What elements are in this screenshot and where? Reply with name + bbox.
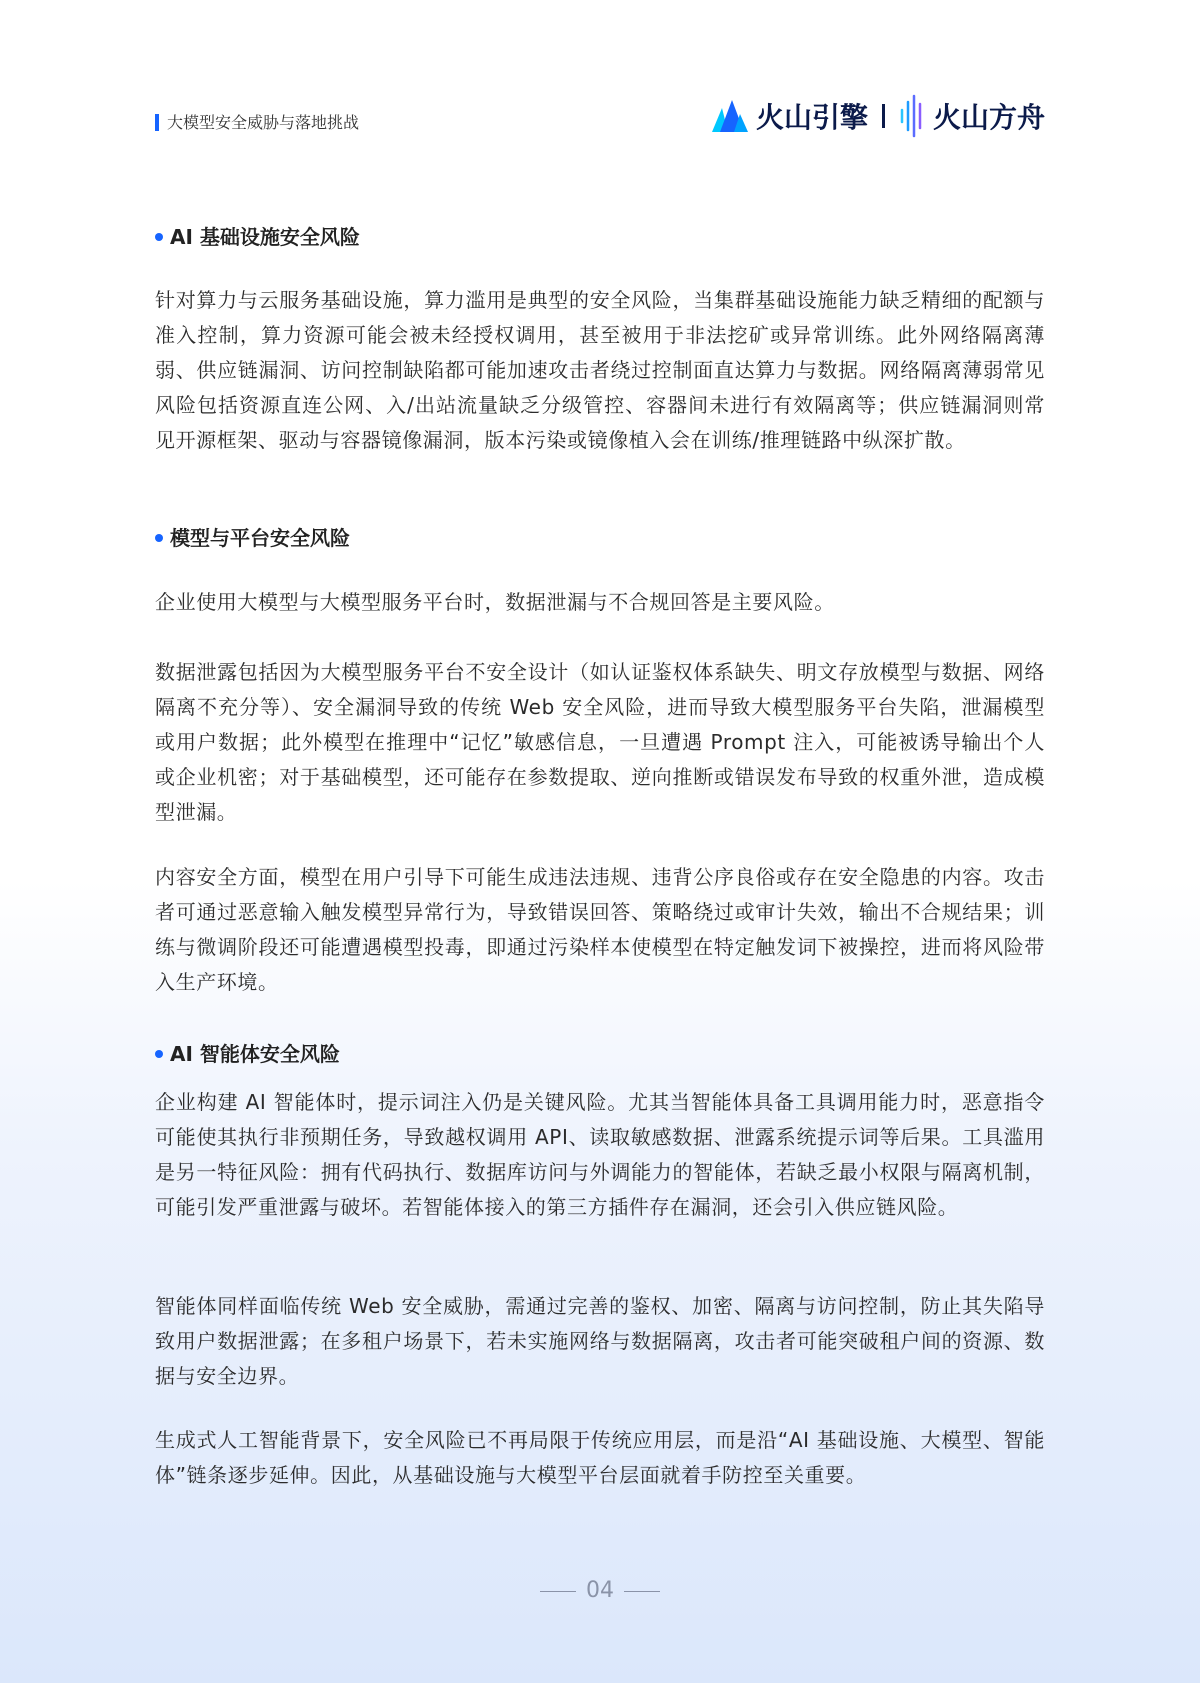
paragraph: 企业构建 AI 智能体时，提示词注入仍是关键风险。尤其当智能体具备工具调用能力时，恶意指令可能使其执行非预期任务，导致越权调用 API、读取敏感数据、泄露系统提示词等后果。工具滥用是另一特征风险：拥有代码执行、数据库访问与外调能力的智能体，若缺乏最小权限与隔离机制，可能引发严重泄露与破坏。若智能体接入的第三方插件存在漏洞，还会引入供应链风险。	[155, 1090, 1045, 1219]
paragraph: 智能体同样面临传统 Web 安全威胁，需通过完善的鉴权、加密、隔离与访问控制，防止其失陷导致用户数据泄露；在多租户场景下，若未实施网络与数据隔离，攻击者可能突破租户间的资源、数据与安全边界。	[155, 1294, 1045, 1388]
paragraph: 内容安全方面，模型在用户引导下可能生成违法违规、违背公序良俗或存在安全隐患的内容。攻击者可通过恶意输入触发模型异常行为，导致错误回答、策略绕过或审计失效，输出不合规结果；训练与微调阶段还可能遭遇模型投毒，即通过污染样本使模型在特定触发词下被操控，进而将风险带入生产环境。	[155, 865, 1045, 994]
heading-model-platform: 模型与平台安全风险	[155, 524, 350, 552]
paragraph: 针对算力与云服务基础设施，算力滥用是典型的安全风险，当集群基础设施能力缺乏精细的配额与准入控制，算力资源可能会被未经授权调用，甚至被用于非法挖矿或异常训练。此外网络隔离薄弱、供应链漏洞、访问控制缺陷都可能加速攻击者绕过控制面直达算力与数据。网络隔离薄弱常见风险包括资源直连公网、入/出站流量缺乏分级管控、容器间未进行有效隔离等；供应链漏洞则常见开源框架、驱动与容器镜像漏洞，版本污染或镜像植入会在训练/推理链路中纵深扩散。	[155, 288, 1045, 452]
paragraph: 数据泄露包括因为大模型服务平台不安全设计（如认证鉴权体系缺失、明文存放模型与数据、网络隔离不充分等）、安全漏洞导致的传统 Web 安全风险，进而导致大模型服务平台失陷，泄漏模型或用户数据；此外模型在推理中“记忆”敏感信息，一旦遭遇 Prompt 注入，可能被诱导输出个人或企业机密；对于基础模型，还可能存在参数提取、逆向推断或错误发布导致的权重外泄，造成模型泄漏。	[155, 660, 1045, 824]
heading-ai-infrastructure: AI 基础设施安全风险	[155, 223, 360, 251]
logo-ark: 火山方舟	[932, 101, 1045, 134]
heading-ai-agent: AI 智能体安全风险	[155, 1040, 340, 1068]
brand-logos	[712, 94, 1045, 138]
page-number-text: 04	[586, 1578, 614, 1603]
section-title: 大模型安全威胁与落地挑战	[155, 112, 359, 134]
volcengine-logo-icon	[712, 100, 748, 132]
paragraph: 企业使用大模型与大模型服务平台时，数据泄漏与不合规回答是主要风险。	[155, 590, 835, 614]
logo-volcengine: 火山引擎	[755, 101, 868, 134]
page-number	[0, 1578, 1200, 1603]
logo-divider	[882, 104, 885, 128]
paragraph: 生成式人工智能背景下，安全风险已不再局限于传统应用层，而是沿“AI 基础设施、大模型、智能体”链条逐步延伸。因此，从基础设施与大模型平台层面就着手防控至关重要。	[155, 1428, 1045, 1487]
ark-logo-icon	[899, 94, 925, 138]
